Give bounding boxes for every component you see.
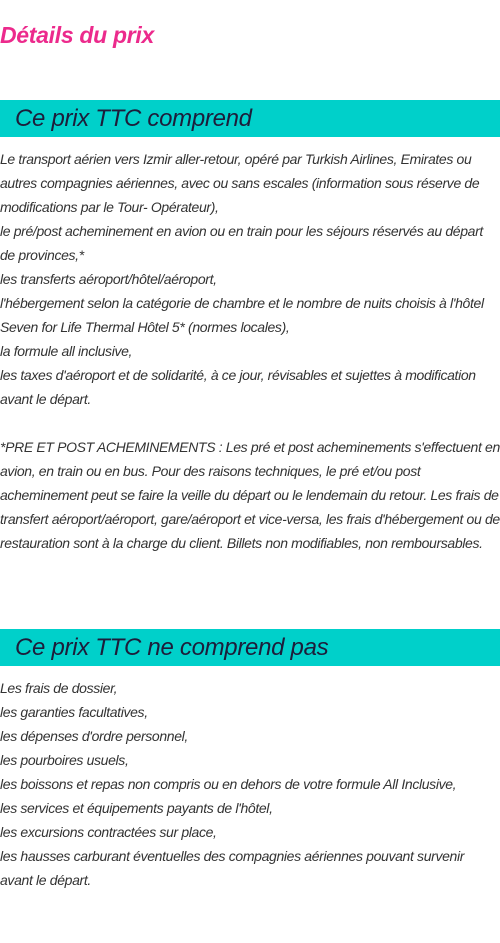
excludes-heading: Ce prix TTC ne comprend pas [15, 634, 329, 661]
list-item: les services et équipements payants de l'hôtel, [0, 800, 273, 816]
list-item: les garanties facultatives, [0, 704, 148, 720]
list-item: les transferts aéroport/hôtel/aéroport, [0, 271, 217, 287]
excludes-list [0, 676, 500, 892]
list-item: l'hébergement selon la catégorie de chambre et le nombre de nuits choisis à l'hôtel Seven for Life Thermal Hôtel 5* (normes locales), [0, 295, 484, 335]
includes-heading: Ce prix TTC comprend [15, 105, 252, 132]
list-item: les excursions contractées sur place, [0, 824, 217, 840]
list-item: les pourboires usuels, [0, 752, 129, 768]
list-item: Les frais de dossier, [0, 680, 118, 696]
note-text: *PRE ET POST ACHEMINEMENTS : Les pré et post acheminements s'effectuent en avion, en train ou en bus. Pour des raisons techniques, le pré et/ou post acheminement peut se faire la veille du départ ou le lendemain du retour. Les frais de transfert aéroport/aéroport, gare/aéroport et vice-versa, les frais d'hébergement ou de restauration sont à la charge du client. Billets non modifiables, non remboursables. [0, 439, 500, 551]
excludes-section-header [0, 629, 500, 666]
list-item: le pré/post acheminement en avion ou en train pour les séjours réservés au départ de provinces,* [0, 223, 483, 263]
includes-section-header [0, 100, 500, 137]
list-item: Le transport aérien vers Izmir aller-retour, opéré par Turkish Airlines, Emirates ou autres compagnies aériennes, avec ou sans escales (information sous réserve de modifications par le Tour- Opérateur), [0, 151, 480, 215]
list-item: les hausses carburant éventuelles des compagnies aériennes pouvant survenir avant le départ. [0, 848, 465, 888]
page-title: Détails du prix [0, 22, 154, 48]
list-item: la formule all inclusive, [0, 343, 133, 359]
list-item: les taxes d'aéroport et de solidarité, à ce jour, révisables et sujettes à modification avant le départ. [0, 367, 476, 407]
includes-list [0, 147, 500, 411]
list-item: les boissons et repas non compris ou en dehors de votre formule All Inclusive, [0, 776, 457, 792]
list-item: les dépenses d'ordre personnel, [0, 728, 188, 744]
acheminements-note [0, 435, 500, 555]
